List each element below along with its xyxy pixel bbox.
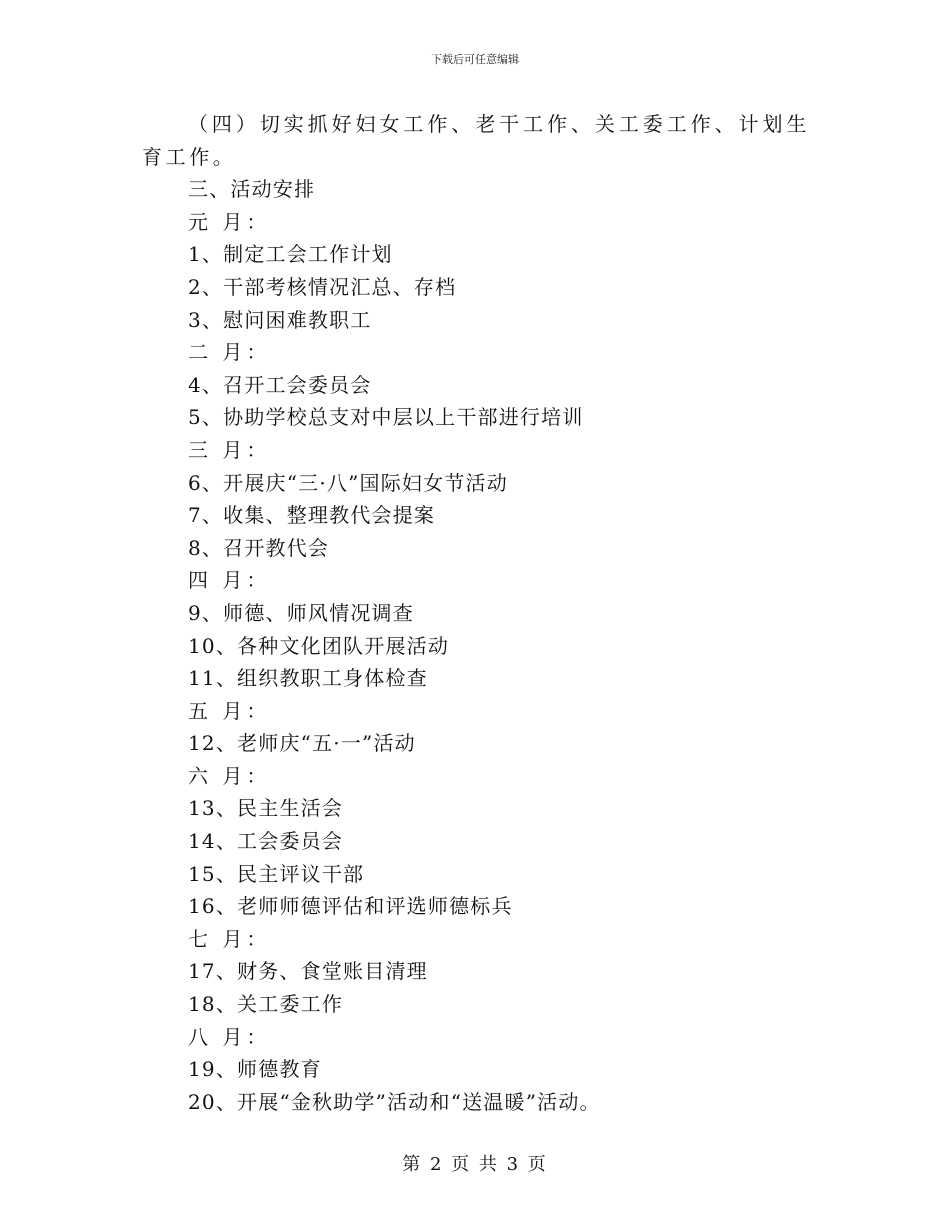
- list-item: 20、开展“金秋助学”活动和“送温暖”活动。: [188, 1089, 601, 1114]
- list-item: 19、师德教育: [188, 1057, 322, 1082]
- list-item: 5、协助学校总支对中层以上干部进行培训: [188, 405, 584, 430]
- list-item: 10、各种文化团队开展活动: [188, 633, 450, 658]
- intro-paragraph: （四）切实抓好妇女工作、老干工作、关工委工作、计划生育工作。: [142, 112, 810, 169]
- list-item: 12、老师庆“五·一”活动: [188, 731, 416, 756]
- schedule-list: [142, 173, 810, 1118]
- month-heading: 七 月：: [188, 926, 271, 951]
- page-header: 下载后可任意编辑: [431, 53, 519, 66]
- list-item: 1、制定工会工作计划: [188, 242, 393, 267]
- page-footer: 第 2 页 共 3 页: [402, 1154, 548, 1175]
- list-item: 4、召开工会委员会: [188, 372, 372, 397]
- month-heading: 三 月：: [188, 437, 271, 462]
- month-heading: 八 月：: [188, 1024, 271, 1049]
- list-item: 11、组织教职工身体检查: [188, 666, 428, 691]
- month-heading: 二 月：: [188, 340, 271, 365]
- list-item: 18、关工委工作: [188, 992, 344, 1017]
- list-item: 9、师德、师风情况调查: [188, 600, 414, 625]
- list-item: 8、召开教代会: [188, 535, 330, 560]
- month-heading: 五 月：: [188, 698, 271, 723]
- list-item: 6、开展庆“三·八”国际妇女节活动: [188, 470, 508, 495]
- list-item: 2、干部考核情况汇总、存档: [188, 274, 457, 299]
- list-item: 14、工会委员会: [188, 829, 344, 854]
- document-body: [142, 108, 810, 1118]
- list-item: 17、财务、食堂账目清理: [188, 959, 428, 984]
- list-item: 15、民主评议干部: [188, 861, 365, 886]
- list-item: 7、收集、整理教代会提案: [188, 503, 436, 528]
- list-item: 13、民主生活会: [188, 796, 344, 821]
- month-heading: 元 月：: [188, 209, 271, 234]
- month-heading: 四 月：: [188, 568, 271, 593]
- section-heading: 三、活动安排: [188, 177, 316, 202]
- list-item: 3、慰问困难教职工: [188, 307, 372, 332]
- month-heading: 六 月：: [188, 763, 271, 788]
- list-item: 16、老师师德评估和评选师德标兵: [188, 894, 513, 919]
